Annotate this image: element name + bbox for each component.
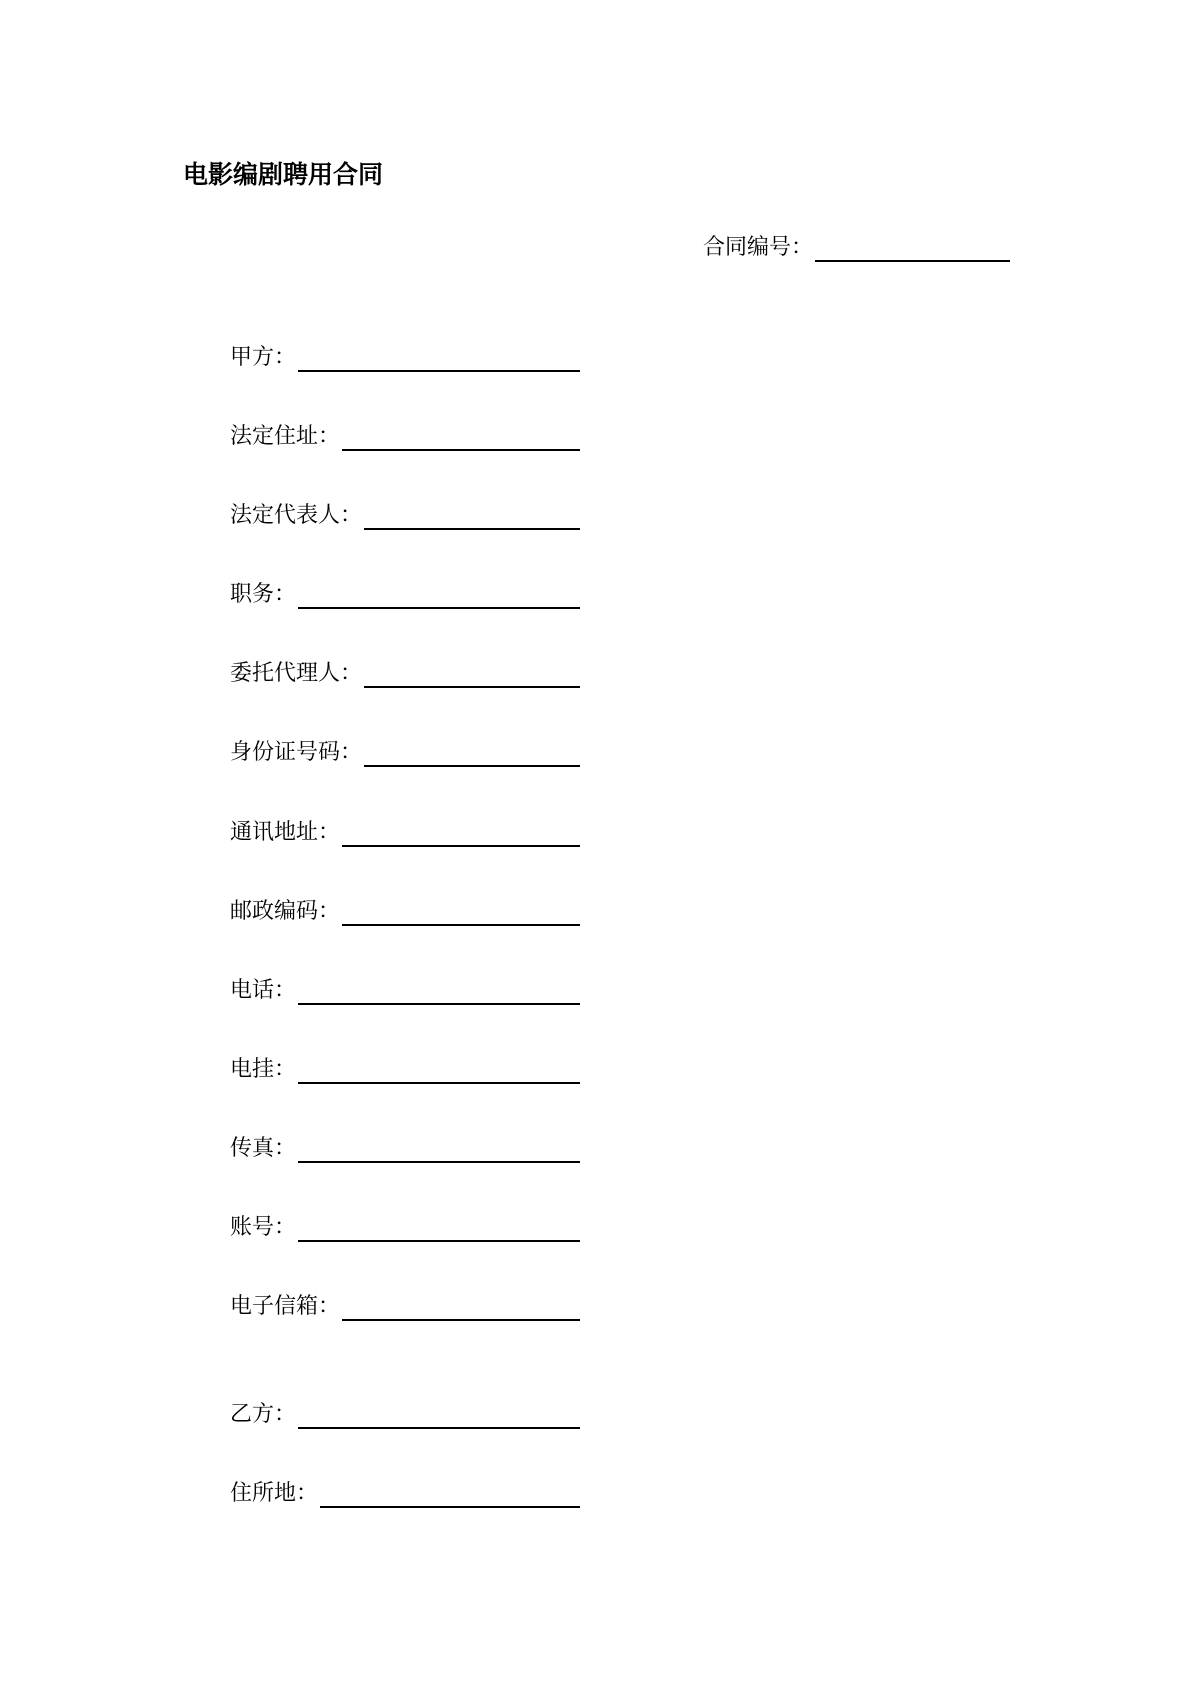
field-position	[230, 579, 580, 611]
field-id-number	[230, 737, 580, 769]
field-blank[interactable]	[364, 504, 580, 530]
field-party-b	[230, 1399, 580, 1431]
field-mailing-address	[230, 817, 580, 849]
field-blank[interactable]	[298, 1216, 580, 1242]
field-authorized-agent	[230, 658, 580, 690]
field-label: 电子信箱：	[230, 1294, 341, 1319]
field-label: 乙方：	[230, 1402, 297, 1427]
field-blank[interactable]	[320, 1482, 580, 1508]
contract-number-blank[interactable]	[815, 236, 1010, 262]
field-blank[interactable]	[342, 900, 580, 926]
field-blank[interactable]	[298, 1137, 580, 1163]
field-label: 传真：	[230, 1136, 297, 1161]
field-blank[interactable]	[298, 979, 580, 1005]
field-residence	[230, 1478, 580, 1510]
field-blank[interactable]	[298, 1058, 580, 1084]
field-label: 电话：	[230, 978, 297, 1003]
field-label: 身份证号码：	[230, 740, 363, 765]
field-blank[interactable]	[298, 1403, 580, 1429]
field-account-number	[230, 1212, 580, 1244]
field-blank[interactable]	[342, 425, 580, 451]
field-blank[interactable]	[364, 741, 580, 767]
field-label: 住所地：	[230, 1481, 319, 1506]
document-title: 电影编剧聘用合同	[183, 160, 384, 189]
field-phone	[230, 975, 580, 1007]
field-blank[interactable]	[342, 821, 580, 847]
field-label: 法定住址：	[230, 424, 341, 449]
field-party-a	[230, 342, 580, 374]
field-label: 通讯地址：	[230, 820, 341, 845]
field-label: 账号：	[230, 1215, 297, 1240]
field-email	[230, 1291, 580, 1323]
field-postal-code	[230, 896, 580, 928]
field-label: 甲方：	[230, 345, 297, 370]
field-blank[interactable]	[364, 662, 580, 688]
field-telegraph	[230, 1054, 580, 1086]
field-label: 法定代表人：	[230, 503, 363, 528]
field-label: 委托代理人：	[230, 661, 363, 686]
field-blank[interactable]	[298, 583, 580, 609]
field-label: 职务：	[230, 582, 297, 607]
field-legal-address	[230, 421, 580, 453]
field-label: 邮政编码：	[230, 899, 341, 924]
field-legal-representative	[230, 500, 580, 532]
field-fax	[230, 1133, 580, 1165]
field-blank[interactable]	[342, 1295, 580, 1321]
contract-number-field	[703, 232, 1010, 264]
contract-number-label: 合同编号：	[703, 235, 814, 260]
field-blank[interactable]	[298, 346, 580, 372]
field-label: 电挂：	[230, 1057, 297, 1082]
